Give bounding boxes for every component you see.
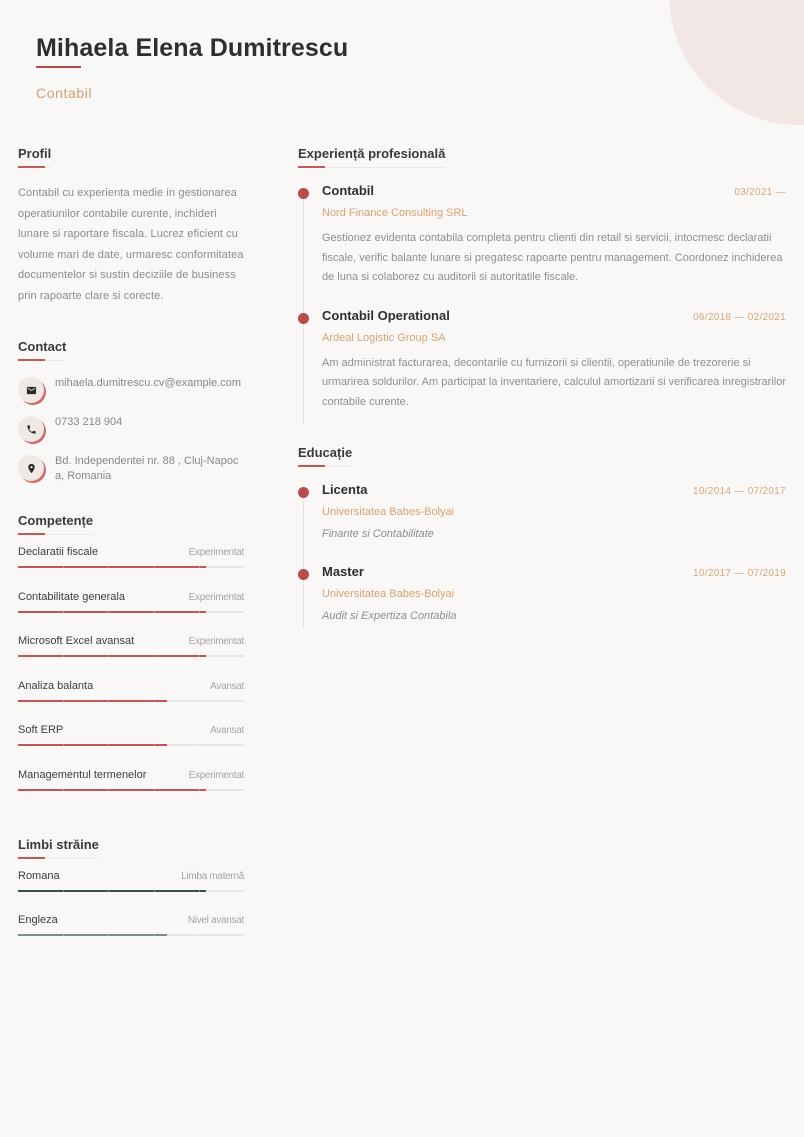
skill-level: Experimentat — [188, 547, 244, 558]
language-name: Romana — [18, 869, 60, 882]
institution-name: Universitatea Babes-Bolyai — [322, 588, 455, 600]
job-description: Am administrat facturarea, decontarile cu furnizorii si clientii, operatiunile de trezorerie si urmarirea soldurilor. Am participat la inventariere, calculul amortizarii si verificarea inregistrarilor contabile curente. — [322, 356, 786, 408]
skill-item — [18, 544, 244, 589]
education-timeline — [298, 482, 786, 622]
section-title-profile: Profil — [18, 146, 51, 167]
section-title-languages: Limbi străine — [18, 837, 99, 858]
contact-email — [18, 375, 244, 403]
skill-bar — [18, 744, 244, 746]
skill-name: Declaratii fiscale — [18, 546, 99, 558]
languages-section — [18, 836, 244, 957]
language-item — [18, 912, 244, 957]
skills-section — [18, 512, 244, 812]
profile-text: Contabil cu experienta medie in gestionarea operatiunilor contabile curente, inchideri lunare si raportare fiscala. Lucrez eficient cu volume mari de date, urmaresc conformitatea documentelor si sustin deciziile de business prin rapoarte clare si corecte. — [18, 187, 244, 302]
contact-phone — [18, 414, 244, 442]
left-column — [18, 145, 244, 957]
section-title-contact: Contact — [18, 339, 66, 360]
study-field: Audit si Expertiza Contabila — [322, 610, 457, 622]
contact-section — [18, 338, 244, 484]
language-level: Nivel avansat — [187, 915, 244, 927]
contact-address — [18, 453, 244, 484]
envelope-icon — [18, 377, 44, 403]
job-description: Gestionez evidenta contabila completa pentru clienti din retail si servicii, intocmesc declaratii fiscale, verific balante lunare si pregatesc rapoarte pentru management. Coordonez inchiderea de luna si colaborez cu auditorii si autoritatile fiscale. — [322, 232, 783, 283]
timeline-dot — [298, 569, 309, 580]
education-section — [298, 444, 786, 622]
skill-item — [18, 767, 244, 812]
institution-name: Universitatea Babes-Bolyai — [322, 506, 455, 518]
education-entry — [298, 564, 786, 622]
language-name: Engleza — [18, 914, 58, 927]
job-date: 03/2021 — — [734, 187, 786, 198]
study-field: Finante si Contabilitate — [322, 528, 434, 540]
skill-level: Avansat — [210, 680, 244, 692]
skill-name: Analiza balanta — [18, 679, 94, 692]
skill-level: Experimentat — [188, 769, 244, 781]
job-role: Contabil — [36, 85, 93, 101]
language-item — [18, 868, 244, 913]
skill-name: Managementul termenelor — [18, 768, 147, 781]
decorative-circle — [669, 0, 804, 125]
phone-icon — [18, 416, 44, 442]
skill-level: Experimentat — [188, 591, 244, 603]
timeline-dot — [298, 313, 309, 324]
experience-section — [298, 145, 786, 418]
email-link[interactable]: mihaela.dumitrescu.cv@example.com — [55, 377, 242, 389]
skill-item — [18, 722, 244, 767]
experience-entry — [298, 183, 786, 288]
skill-name: Contabilitate generala — [18, 590, 126, 603]
address-text: Bd. Independentei nr. 88 , Cluj-Napoca, Romania — [55, 455, 239, 482]
timeline-dot — [298, 487, 309, 498]
education-entry — [298, 482, 786, 540]
skill-item — [18, 678, 244, 723]
experience-timeline — [298, 183, 786, 418]
job-date: 06/2018 — 02/2021 — [693, 311, 786, 323]
skill-bar — [18, 611, 244, 613]
degree-date: 10/2014 — 07/2017 — [693, 486, 786, 497]
skill-name: Soft ERP — [18, 724, 64, 737]
timeline-dot — [298, 188, 309, 199]
section-title-education: Educație — [298, 445, 352, 466]
cv-header — [36, 34, 348, 101]
degree-title: Master — [322, 564, 364, 579]
skill-name: Microsoft Excel avansat — [18, 635, 135, 648]
language-bar — [18, 934, 244, 936]
language-bar — [18, 890, 244, 892]
right-column — [298, 145, 786, 622]
skill-level: Avansat — [210, 725, 244, 737]
skill-level: Experimentat — [188, 636, 244, 648]
skill-bar — [18, 789, 244, 791]
section-title-skills: Competențe — [18, 513, 93, 534]
degree-title: Licenta — [322, 482, 368, 497]
language-level: Limba maternă — [181, 870, 244, 882]
skill-item — [18, 589, 244, 634]
skill-bar — [18, 566, 244, 568]
experience-entry — [298, 308, 786, 413]
job-title: Contabil — [322, 183, 374, 198]
phone-link[interactable]: 0733 218 904 — [55, 416, 123, 428]
person-name: Mihaela Elena Dumitrescu — [36, 34, 348, 67]
degree-date: 10/2017 — 07/2019 — [693, 568, 786, 579]
skill-item — [18, 633, 244, 678]
section-title-experience: Experiență profesională — [298, 146, 445, 167]
company-name: Nord Finance Consulting SRL — [322, 207, 468, 219]
skill-bar — [18, 655, 244, 657]
profile-section — [18, 145, 244, 306]
job-title: Contabil Operational — [322, 307, 450, 323]
map-pin-icon — [18, 455, 44, 481]
company-name: Ardeal Logistic Group SA — [322, 331, 446, 344]
skill-bar — [18, 700, 244, 702]
